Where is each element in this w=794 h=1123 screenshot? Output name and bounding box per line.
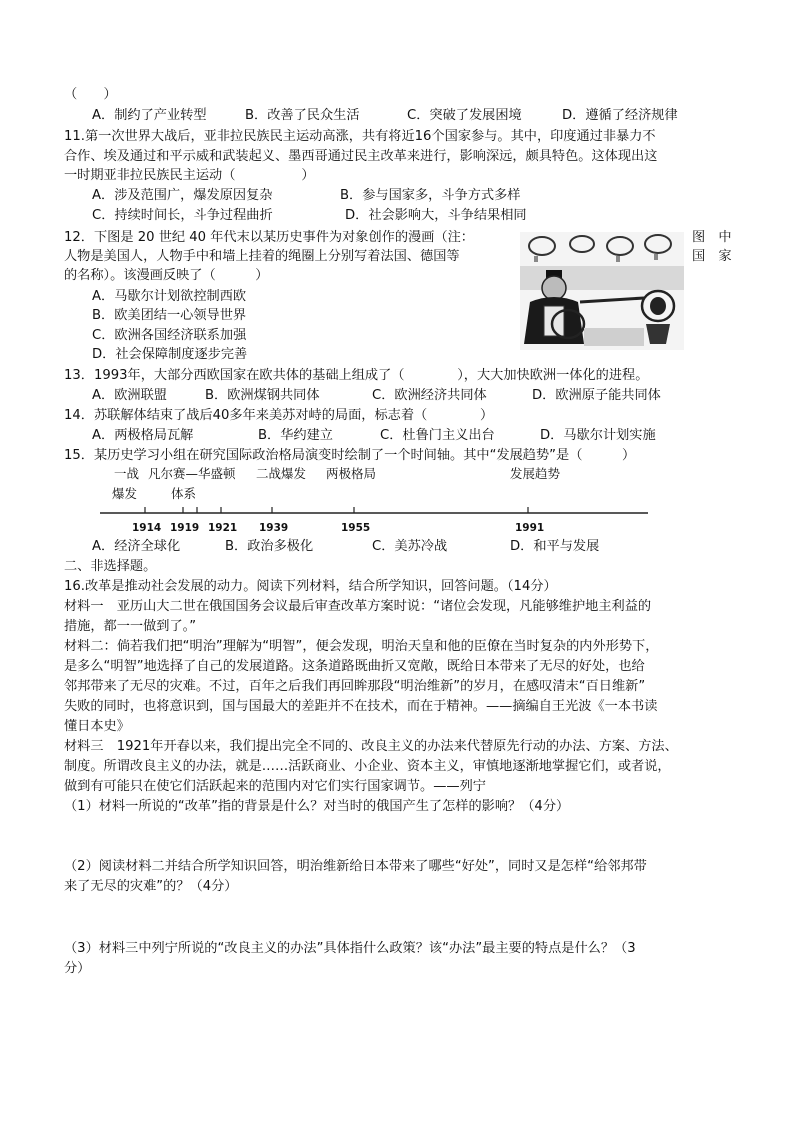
q16-material2-line-5: 懂日本史》 xyxy=(64,719,130,734)
q11-option-b: B．参与国家多，斗争方式多样 xyxy=(340,188,521,203)
q16-material1-line-2: 措施，都一一做到了。” xyxy=(64,619,197,634)
q12-line-2: 人物是美国人，人物手中和墙上挂着的绳圈上分别写着法国、德国等 xyxy=(64,249,460,264)
q16-material3-line-1: 材料三 1921年开春以来，我们提出完全不同的、改良主义的办法来代替原先行动的办法、方案、方法、 xyxy=(64,739,678,754)
q12-line-1: 12．下图是 20 世纪 40 年代末以某历史事件为对象创作的漫画（注： xyxy=(64,230,474,245)
timeline-year-1919: 1919 xyxy=(170,522,200,534)
q13-option-a: A．欧洲联盟 xyxy=(92,388,167,403)
q11-line-1: 11.第一次世界大战后，亚非拉民族民主运动高涨，共有将近16个国家参与。其中，印度通过非暴力不 xyxy=(64,129,656,144)
q11-option-a: A．涉及范围广，爆发原因复杂 xyxy=(92,188,273,203)
q16-material2-line-2: 是多么“明智”地选择了自己的发展道路。这条道路既曲折又宽敞，既给日本带来了无尽的好处，也给 xyxy=(64,659,645,674)
q13-option-d: D．欧洲原子能共同体 xyxy=(532,388,661,403)
timeline-label-versailles: 凡尔赛—华盛顿 xyxy=(148,466,236,481)
q16-material2-line-3: 邻邦带来了无尽的灾难。不过，百年之后我们再回眸那段“明治维新”的岁月，在感叹清末“百日维新” xyxy=(64,679,646,694)
timeline-label-bipolar: 两极格局 xyxy=(326,466,377,481)
q16-subquestion-2-line-1: （2）阅读材料二并结合所学知识回答，明治维新给日本带来了哪些“好处”，同时又是怎样“给邻邦带 xyxy=(64,859,647,874)
q16-material2-line-4: 失败的同时，也将意识到，国与国最大的差距并不在技术，而在于精神。——摘编自王光波《一本书读 xyxy=(64,699,658,714)
q16-material2-line-1: 材料二：倘若我们把“明治”理解为“明智”，便会发现，明治天皇和他的臣僚在当时复杂的内外形势下， xyxy=(64,639,659,654)
q11-line-2: 合作、埃及通过和平示威和武装起义、墨西哥通过民主改革来进行，影响深远，颇具特色。这体现出这 xyxy=(64,149,658,164)
q14-option-c: C．杜鲁门主义出台 xyxy=(380,428,495,443)
timeline-year-1955: 1955 xyxy=(341,522,371,534)
q14-option-d: D．马歇尔计划实施 xyxy=(540,428,656,443)
q11-line-3: 一时期亚非拉民族民主运动（ ） xyxy=(64,168,315,183)
section-heading: 二、非选择题。 xyxy=(64,559,157,574)
timeline-year-1939: 1939 xyxy=(259,522,289,534)
q12-option-c: C．欧洲各国经济联系加强 xyxy=(92,328,247,343)
timeline-label-ww1: 一战 xyxy=(114,466,140,481)
q16-subquestion-2-line-2: 来了无尽的灾难”的？（4分） xyxy=(64,879,238,894)
q15-line: 15．某历史学习小组在研究国际政治格局演变时绘制了一个时间轴。其中“发展趋势”是（ ） xyxy=(64,448,636,463)
q15-option-c: C．美苏冷战 xyxy=(372,539,448,554)
q12-line-3: 的名称）。该漫画反映了（ ） xyxy=(64,268,269,283)
q11-option-c: C．持续时间长，斗争过程曲折 xyxy=(92,208,273,223)
q16-subquestion-3-line-2: 分） xyxy=(64,961,91,976)
timeline-year-1991: 1991 xyxy=(515,522,545,534)
q10-option-d: D．遵循了经济规律 xyxy=(562,108,678,123)
q15-option-a: A．经济全球化 xyxy=(92,539,181,554)
q12-right-1: 图 中 xyxy=(692,230,732,245)
q14-option-b: B．华约建立 xyxy=(258,428,333,443)
q10-option-b: B．改善了民众生活 xyxy=(245,108,360,123)
q14-line: 14．苏联解体结束了战后40多年来美苏对峙的局面，标志着（ ） xyxy=(64,408,494,423)
q10-paren: （ ） xyxy=(64,87,117,102)
q15-option-b: B．政治多极化 xyxy=(225,539,314,554)
timeline-year-1921: 1921 xyxy=(208,522,238,534)
timeline-year-1914: 1914 xyxy=(132,522,162,534)
q13-option-c: C．欧洲经济共同体 xyxy=(372,388,487,403)
q16-intro: 16.改革是推动社会发展的动力。阅读下列材料，结合所学知识，回答问题。（14分） xyxy=(64,579,557,594)
q16-material1-line-1: 材料一 亚历山大二世在俄国国务会议最后审查改革方案时说：“诸位会发现，凡能够维护地主利益的 xyxy=(64,599,652,614)
q12-right-2: 国 家 xyxy=(692,249,732,264)
q16-material3-line-3: 做到有可能只在使它们活跃起来的范围内对它们实行国家调节。——列宁 xyxy=(64,779,486,794)
q13-option-b: B．欧洲煤钢共同体 xyxy=(205,388,320,403)
q12-option-d: D．社会保障制度逐步完善 xyxy=(92,347,248,362)
q10-option-a: A．制约了产业转型 xyxy=(92,108,207,123)
timeline xyxy=(96,462,656,532)
q16-subquestion-3-line-1: （3）材料三中列宁所说的“改良主义的办法”具体指什么政策？该“办法”最主要的特点是什么？（3 xyxy=(64,941,636,956)
q15-option-d: D．和平与发展 xyxy=(510,539,600,554)
q16-subquestion-1: （1）材料一所说的“改革”指的背景是什么？对当时的俄国产生了怎样的影响？（4分） xyxy=(64,799,570,814)
q12-option-a: A．马歇尔计划欲控制西欧 xyxy=(92,289,247,304)
timeline-label-system: 体系 xyxy=(171,486,197,501)
timeline-label-ww2: 二战爆发 xyxy=(256,466,307,481)
q10-option-c: C．突破了发展困境 xyxy=(407,108,522,123)
q12-option-b: B．欧美团结一心领导世界 xyxy=(92,308,247,323)
cartoon-illustration xyxy=(520,232,684,350)
q16-material3-line-2: 制度。所谓改良主义的办法，就是……活跃商业、小企业、资本主义，审慎地逐渐地掌握它们，或者说， xyxy=(64,759,671,774)
q14-option-a: A．两极格局瓦解 xyxy=(92,428,194,443)
timeline-label-ww1-outbreak: 爆发 xyxy=(112,486,138,501)
q11-option-d: D．社会影响大，斗争结果相同 xyxy=(345,208,527,223)
q13-line: 13．1993年，大部分西欧国家在欧共体的基础上组成了（ ），大大加快欧洲一体化的进程。 xyxy=(64,368,649,383)
timeline-label-trend: 发展趋势 xyxy=(510,466,561,481)
